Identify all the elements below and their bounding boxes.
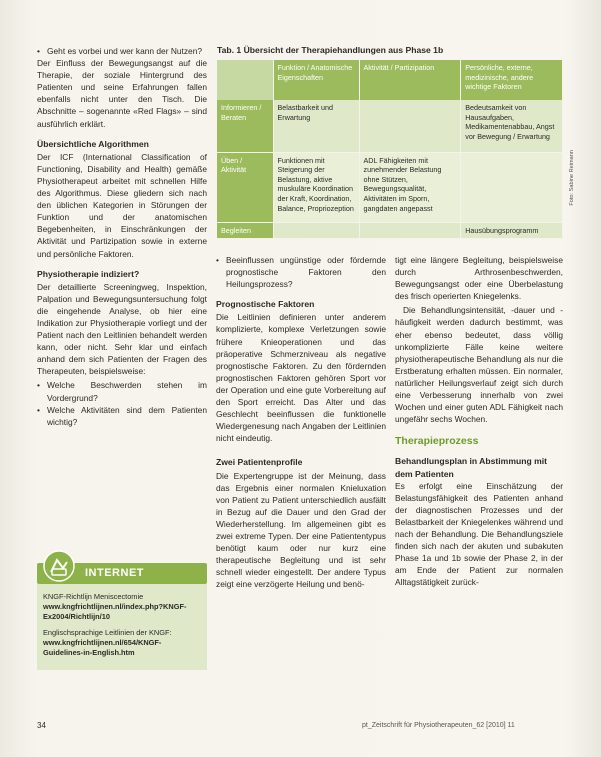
table-header-cell: Persönliche, externe, medizinische, andere wichtige Faktoren [461, 60, 563, 100]
table-cell: ADL Fähigkeiten mit zunehmender Belastung ohne Stützen, Bewegungsqualität, Aktivitäten im Sporn, gangdaten angepasst [359, 152, 461, 222]
therapy-table-block [217, 44, 563, 239]
table-row [217, 100, 563, 152]
list-item: • Welche Beschwerden stehen im Vordergrund? [37, 379, 207, 403]
table-cell: Belastbarkeit und Erwartung [273, 100, 359, 152]
table-row [217, 152, 563, 222]
paragraph: Es erfolgt eine Einschätzung der Belastungsfähigkeit des Patienten anhand der diagnostischen Prozesses und der Belastbarkeit der Kniegelenkes während und nach der Behandlung. Die Behandlungsziele finden sich nach der akuten und subakuten Phase 1a und 1b sowie der Phase 2, in der am Ende der Patient zur normalen Alltagstätigkeit zurück- [395, 480, 563, 588]
photo-credit: Foto: Sabine Reimann [569, 150, 575, 206]
therapy-table [217, 60, 563, 239]
section-heading: Physiotherapie indiziert? [37, 268, 140, 279]
paragraph: Die Leitlinien definieren unter anderem komplizierte, komplexe Verletzungen sowie frühere Knieoperationen und das präoperative Schmerzniveau als negative prognostische Faktoren. Zu den fördernden prognostischen Faktoren gehören Sport vor der Operation und eine gute Vorbereitung auf den Sport erreicht. Das Alter und das Geschlecht beeinflussen die funktionelle Wiedergenesung nach Angaben der Leitlinien nicht eindeutig. [216, 312, 386, 444]
paragraph: Der Einfluss der Bewegungsangst auf die Therapie, der soziale Hintergrund des Patienten und seine Erfahrungen fallen ebenfalls nicht unter den Tisch. Die Abschnitte – sogenannte «Red Flags» – sind ausführlich erklärt. [37, 58, 207, 129]
globe-icon [43, 550, 75, 582]
link-url[interactable]: www.kngfrichtlijnen.nl/index.php?KNGF-Ex2004/Richtlijn/10 [43, 602, 187, 621]
list-item: • Welche Aktivitäten sind dem Patienten wichtig? [37, 404, 207, 428]
section-heading: Zwei Patientenprofile [216, 457, 303, 468]
internet-body [37, 584, 207, 670]
section-heading-green: Therapieprozess [395, 435, 479, 448]
factor-bullet-list [216, 254, 386, 290]
link-url[interactable]: www.kngfrichtlijnen.nl/654/KNGF-Guidelines-in-English.htm [43, 638, 162, 657]
table-header-row [217, 60, 563, 100]
table-row [217, 222, 563, 239]
section-heading: Übersichtliche Algorithmen [37, 138, 149, 149]
page-number: 34 [37, 721, 46, 730]
table-cell: Funktionen mit Steigerung der Belastung, aktive muskuläre Koordination der Kraft, Koordination, Balance, Propriozeption [273, 152, 359, 222]
table-header-cell: Aktivität / Partizipation [359, 60, 461, 100]
internet-banner [37, 563, 207, 584]
paragraph: Die Behandlungsintensität, -dauer und -häufigkeit werden dadurch bestimmt, was eher ebenso bedeutet, dass völlig unkomplizierte Fälle keine weitere physiotherapeutische Behandlung als nur die Erstberatung erhalten müssen. Ein normaler, natürlicher Heilungsverlauf zeigt sich durch eine Verbesserung innerhalb von zwei Wochen und einer guten ADL Fähigkeit nach ungefähr sechs Wochen. [395, 305, 563, 425]
table-cell: Bedeutsamkeit von Hausaufgaben, Medikamentenabbau, Angst vor Bewegung / Erwartung [461, 100, 563, 152]
table-header-cell [217, 60, 273, 100]
table-cell [359, 100, 461, 152]
list-item: • Beeinflussen ungünstige oder fördernde prognostische Faktoren den Heilungsprozess? [216, 254, 386, 290]
list-item: • Geht es vorbei und wer kann der Nutzen? [37, 45, 207, 57]
paragraph: tigt eine längere Begleitung, beispielsweise durch Arthrosenbeschwerden, Bewegungsangst oder eine Überbelastung des frisch operierten Kniegelenks. [395, 255, 563, 302]
paragraph: Der detaillierte Screeningweg, Inspektion, Palpation und Bewegungsuntersuchung folgt die eingehende Analyse, ob hier eine Indikation zur Physiotherapie vorliegt und der Patient nach den Leitlinien behandelt werden kann, oder nicht. Sehr klar und einfach anhand dem sich Patienten der Fragen des Therapeuten, beispielsweise: [37, 281, 207, 377]
section-heading: Prognostische Faktoren [216, 299, 315, 310]
question-bullet-list [37, 379, 207, 427]
column-middle [216, 254, 386, 592]
table-header-cell: Funktion / Anatomische Eigenschaften [273, 60, 359, 100]
table-title: Tab. 1 Übersicht der Therapiehandlungen aus Phase 1b [217, 45, 444, 55]
table-row-label: Begleiten [217, 222, 273, 239]
link-label: Englischsprachige Leitlinien der KNGF: [43, 628, 172, 637]
paragraph: Der ICF (International Classification of Functioning, Disability and Health) gemäße Physiotherapeut arbeitet mit schnellen Hilfe des Algorithmus. Diese gliedern sich nach den üblichen Kategorien in Störungen der Funktion und der anatomischen Begebenheiten, in Einschränkungen der Aktivität und Partizipation sowie in externe und persönliche Faktoren. [37, 151, 207, 259]
paragraph: Die Expertengruppe ist der Meinung, dass das Ergebnis einer normalen Knieluxation von Patient zu Patient unterschiedlich ausfällt in Bezug auf die Dauer und den Grad der Wiederherstellung. Im allgemeinen gibt es zwei extreme Typen. Der eine Patiententypus benötigt kaum oder nur kurz eine therapeutische Begleitung und ist sehr schnell wieder eingestellt. Der andere Typus zeigt eine verzögerte Heilung und benö- [216, 470, 386, 590]
table-cell: Hausübungsprogramm [461, 222, 563, 239]
table-row-label: Informieren / Beraten [217, 100, 273, 152]
link-entry [43, 628, 201, 658]
internet-box [37, 563, 207, 670]
table-cell [273, 222, 359, 239]
link-label: KNGF-Richtlijn Meniscectomie [43, 592, 144, 601]
column-right [395, 254, 563, 590]
intro-bullet-list [37, 45, 207, 57]
table-cell [359, 222, 461, 239]
link-entry [43, 592, 201, 622]
table-row-label: Üben / Aktivität [217, 152, 273, 222]
subheading: Behandlungsplan in Abstimmung mit dem Patienten [395, 456, 547, 479]
internet-title: INTERNET [85, 567, 144, 579]
column-left [37, 45, 207, 428]
journal-footer: pt_Zeitschrift für Physiotherapeuten_62 [2010] 11 [362, 722, 515, 729]
table-cell [461, 152, 563, 222]
